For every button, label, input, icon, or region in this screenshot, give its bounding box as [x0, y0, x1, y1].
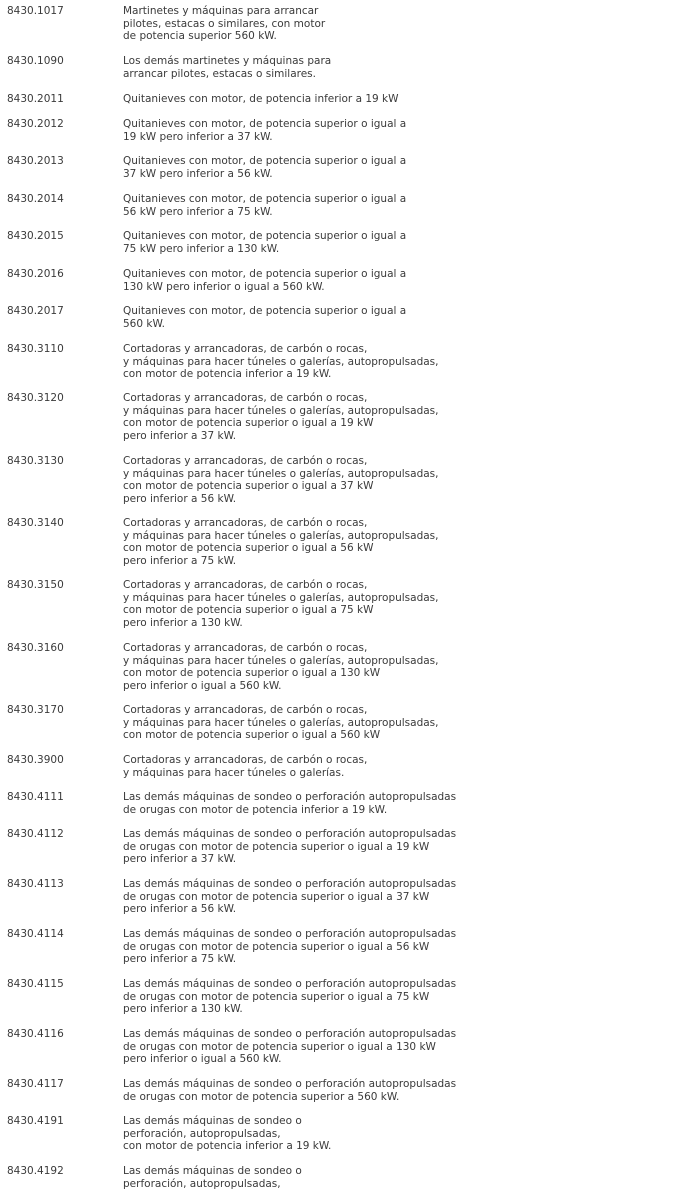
tariff-description: Quitanieves con motor, de potencia superior o igual a 19 kW pero inferior a 37 kW.: [123, 118, 407, 143]
tariff-description: Quitanieves con motor, de potencia superior o igual a 560 kW.: [123, 305, 407, 330]
tariff-description: Cortadoras y arrancadoras, de carbón o rocas, y máquinas para hacer túneles o galerías, autopropulsadas, con motor de potencia superior o igual a 37 kW pero inferior a 56 kW.: [123, 455, 439, 505]
tariff-description: Las demás máquinas de sondeo o perforación autopropulsadas de orugas con motor de potencia superior o igual a 130 kW pero inferior o igual a 560 kW.: [123, 1028, 457, 1065]
tariff-description: Las demás máquinas de sondeo o perforación, autopropulsadas, con motor de potencia inferior a 19 kW.: [123, 1115, 332, 1152]
tariff-description: Los demás martinetes y máquinas para arrancar pilotes, estacas o similares.: [123, 55, 332, 80]
tariff-code: 8430.3150: [7, 579, 64, 591]
tariff-code: 8430.1090: [7, 55, 64, 67]
tariff-code: 8430.4192: [7, 1165, 64, 1177]
tariff-code: 8430.2011: [7, 93, 64, 105]
tariff-description: Martinetes y máquinas para arrancar pilotes, estacas o similares, con motor de potencia superior 560 kW.: [123, 5, 326, 42]
tariff-code: 8430.3170: [7, 704, 64, 716]
tariff-description: Quitanieves con motor, de potencia superior o igual a 37 kW pero inferior a 56 kW.: [123, 155, 407, 180]
tariff-code: 8430.2015: [7, 230, 64, 242]
tariff-description: Quitanieves con motor, de potencia superior o igual a 56 kW pero inferior a 75 kW.: [123, 193, 407, 218]
tariff-code: 8430.3130: [7, 455, 64, 467]
tariff-code: 8430.2017: [7, 305, 64, 317]
tariff-code: 8430.1017: [7, 5, 64, 17]
tariff-description: Las demás máquinas de sondeo o perforación autopropulsadas de orugas con motor de potencia superior o igual a 75 kW pero inferior a 130 kW.: [123, 978, 457, 1015]
tariff-code: 8430.4111: [7, 791, 64, 803]
tariff-description: Las demás máquinas de sondeo o perforación, autopropulsadas,: [123, 1165, 302, 1190]
tariff-description: Cortadoras y arrancadoras, de carbón o rocas, y máquinas para hacer túneles o galerías, autopropulsadas, con motor de potencia superior o igual a 130 kW pero inferior o igual a 560 kW.: [123, 642, 439, 692]
tariff-description: Quitanieves con motor, de potencia superior o igual a 75 kW pero inferior a 130 kW.: [123, 230, 407, 255]
tariff-description: Cortadoras y arrancadoras, de carbón o rocas, y máquinas para hacer túneles o galerías, autopropulsadas, con motor de potencia superior o igual a 56 kW pero inferior a 75 kW.: [123, 517, 439, 567]
tariff-code: 8430.4191: [7, 1115, 64, 1127]
tariff-code: 8430.2016: [7, 268, 64, 280]
tariff-description: Quitanieves con motor, de potencia superior o igual a 130 kW pero inferior o igual a 560 kW.: [123, 268, 407, 293]
tariff-code: 8430.4117: [7, 1078, 64, 1090]
tariff-code: 8430.3140: [7, 517, 64, 529]
tariff-description: Las demás máquinas de sondeo o perforación autopropulsadas de orugas con motor de potencia superior o igual a 37 kW pero inferior a 56 kW.: [123, 878, 457, 915]
tariff-code: 8430.3120: [7, 392, 64, 404]
tariff-code: 8430.4113: [7, 878, 64, 890]
tariff-description: Cortadoras y arrancadoras, de carbón o rocas, y máquinas para hacer túneles o galerías, autopropulsadas, con motor de potencia superior o igual a 75 kW pero inferior a 130 kW.: [123, 579, 439, 629]
tariff-description: Las demás máquinas de sondeo o perforación autopropulsadas de orugas con motor de potencia superior o igual a 19 kW pero inferior a 37 kW.: [123, 828, 457, 865]
tariff-code: 8430.4114: [7, 928, 64, 940]
tariff-code: 8430.4112: [7, 828, 64, 840]
tariff-description: Las demás máquinas de sondeo o perforación autopropulsadas de orugas con motor de potencia superior a 560 kW.: [123, 1078, 457, 1103]
tariff-description: Cortadoras y arrancadoras, de carbón o rocas, y máquinas para hacer túneles o galerías.: [123, 754, 368, 779]
tariff-code: 8430.4116: [7, 1028, 64, 1040]
tariff-code: 8430.2013: [7, 155, 64, 167]
tariff-description: Cortadoras y arrancadoras, de carbón o rocas, y máquinas para hacer túneles o galerías, autopropulsadas, con motor de potencia inferior a 19 kW.: [123, 343, 439, 380]
tariff-code: 8430.2014: [7, 193, 64, 205]
tariff-code: 8430.3900: [7, 754, 64, 766]
tariff-description: Quitanieves con motor, de potencia inferior a 19 kW: [123, 93, 399, 105]
tariff-code: 8430.2012: [7, 118, 64, 130]
tariff-code: 8430.3160: [7, 642, 64, 654]
tariff-description: Las demás máquinas de sondeo o perforación autopropulsadas de orugas con motor de potencia superior o igual a 56 kW pero inferior a 75 kW.: [123, 928, 457, 965]
tariff-description: Las demás máquinas de sondeo o perforación autopropulsadas de orugas con motor de potencia inferior a 19 kW.: [123, 791, 457, 816]
tariff-description: Cortadoras y arrancadoras, de carbón o rocas, y máquinas para hacer túneles o galerías, autopropulsadas, con motor de potencia superior o igual a 560 kW: [123, 704, 439, 741]
tariff-code: 8430.3110: [7, 343, 64, 355]
tariff-code: 8430.4115: [7, 978, 64, 990]
tariff-description: Cortadoras y arrancadoras, de carbón o rocas, y máquinas para hacer túneles o galerías, autopropulsadas, con motor de potencia superior o igual a 19 kW pero inferior a 37 kW.: [123, 392, 439, 442]
